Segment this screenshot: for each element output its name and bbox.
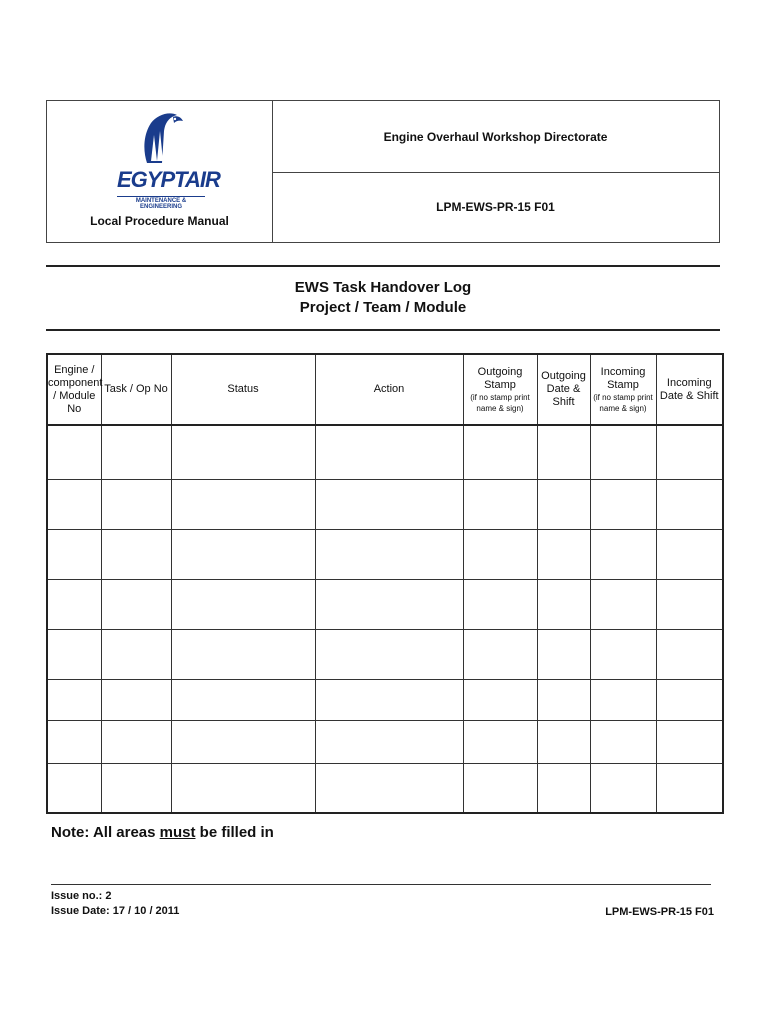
table-cell[interactable] bbox=[656, 479, 723, 529]
issue-number: Issue no.: 2 bbox=[51, 890, 112, 902]
table-cell[interactable] bbox=[590, 479, 656, 529]
table-cell[interactable] bbox=[537, 764, 590, 813]
table-cell[interactable] bbox=[590, 680, 656, 721]
footer-doc-code: LPM-EWS-PR-15 F01 bbox=[605, 906, 714, 918]
table-cell[interactable] bbox=[537, 721, 590, 764]
table-header-row bbox=[47, 354, 723, 425]
table-cell[interactable] bbox=[463, 579, 537, 629]
logo-cell bbox=[47, 101, 273, 242]
table-cell[interactable] bbox=[101, 630, 171, 680]
doc-code-label: LPM-EWS-PR-15 F01 bbox=[436, 200, 555, 214]
document-header bbox=[46, 100, 720, 243]
issue-date: Issue Date: 17 / 10 / 2011 bbox=[51, 905, 180, 917]
column-header-6 bbox=[537, 354, 590, 425]
table-cell[interactable] bbox=[171, 764, 315, 813]
column-header-note: (if no stamp print name & sign) bbox=[470, 392, 530, 413]
table-cell[interactable] bbox=[463, 630, 537, 680]
doc-code-cell bbox=[272, 172, 719, 242]
table-cell[interactable] bbox=[315, 479, 463, 529]
table-cell[interactable] bbox=[656, 680, 723, 721]
table-cell[interactable] bbox=[656, 529, 723, 579]
table-cell[interactable] bbox=[315, 630, 463, 680]
table-cell[interactable] bbox=[171, 721, 315, 764]
table-row bbox=[47, 579, 723, 629]
table-row bbox=[47, 721, 723, 764]
table-row bbox=[47, 529, 723, 579]
table-cell[interactable] bbox=[315, 721, 463, 764]
column-header-4 bbox=[315, 354, 463, 425]
table-cell[interactable] bbox=[171, 479, 315, 529]
handover-log-table bbox=[46, 353, 724, 814]
column-header-8 bbox=[656, 354, 723, 425]
form-title: EWS Task Handover Log bbox=[294, 279, 472, 296]
table-cell[interactable] bbox=[537, 529, 590, 579]
title-bottom-rule bbox=[46, 329, 720, 331]
table-row bbox=[47, 630, 723, 680]
table-cell[interactable] bbox=[47, 579, 101, 629]
table-cell[interactable] bbox=[537, 425, 590, 479]
table-cell[interactable] bbox=[463, 479, 537, 529]
table-cell[interactable] bbox=[590, 425, 656, 479]
table-cell[interactable] bbox=[101, 579, 171, 629]
table-cell[interactable] bbox=[315, 764, 463, 813]
table-cell[interactable] bbox=[590, 630, 656, 680]
note-emphasis: must bbox=[159, 824, 196, 841]
table-cell[interactable] bbox=[47, 680, 101, 721]
table-cell[interactable] bbox=[47, 630, 101, 680]
table-cell[interactable] bbox=[537, 630, 590, 680]
table-cell[interactable] bbox=[171, 630, 315, 680]
footer-rule bbox=[51, 884, 711, 885]
column-header-label: Incoming Stamp bbox=[600, 365, 646, 391]
column-header-2 bbox=[101, 354, 171, 425]
directorate-cell bbox=[272, 101, 719, 173]
table-cell[interactable] bbox=[463, 425, 537, 479]
column-header-label: Outgoing Date & Shift bbox=[541, 370, 586, 408]
note-suffix: be filled in bbox=[195, 824, 274, 841]
table-row bbox=[47, 425, 723, 479]
table-cell[interactable] bbox=[590, 579, 656, 629]
table-row bbox=[47, 764, 723, 813]
logo-wordmark: EGYPTAIR bbox=[117, 167, 220, 192]
table-cell[interactable] bbox=[656, 579, 723, 629]
table-cell[interactable] bbox=[171, 425, 315, 479]
column-header-1 bbox=[47, 354, 101, 425]
table-cell[interactable] bbox=[101, 479, 171, 529]
table-cell[interactable] bbox=[656, 721, 723, 764]
table-cell[interactable] bbox=[101, 764, 171, 813]
table-cell[interactable] bbox=[656, 425, 723, 479]
column-header-label: Task / Op No bbox=[104, 383, 168, 395]
table-cell[interactable] bbox=[463, 721, 537, 764]
form-subtitle: Project / Team / Module bbox=[299, 299, 467, 316]
column-header-label: Outgoing Stamp bbox=[477, 365, 523, 391]
table-cell[interactable] bbox=[101, 425, 171, 479]
table-cell[interactable] bbox=[590, 721, 656, 764]
table-cell[interactable] bbox=[101, 529, 171, 579]
table-cell[interactable] bbox=[47, 764, 101, 813]
table-cell[interactable] bbox=[463, 764, 537, 813]
column-header-label: Status bbox=[227, 383, 259, 395]
egyptair-falcon-logo-icon bbox=[117, 111, 207, 167]
note-prefix: Note: All areas bbox=[51, 824, 160, 841]
table-cell[interactable] bbox=[537, 479, 590, 529]
table-cell[interactable] bbox=[656, 630, 723, 680]
table-cell[interactable] bbox=[171, 680, 315, 721]
table-cell[interactable] bbox=[171, 579, 315, 629]
table-cell[interactable] bbox=[315, 680, 463, 721]
column-header-7 bbox=[590, 354, 656, 425]
table-cell[interactable] bbox=[463, 680, 537, 721]
table-cell[interactable] bbox=[315, 425, 463, 479]
table-body bbox=[47, 425, 723, 813]
table-cell[interactable] bbox=[101, 680, 171, 721]
table-cell[interactable] bbox=[315, 529, 463, 579]
table-row bbox=[47, 680, 723, 721]
table-cell[interactable] bbox=[463, 529, 537, 579]
column-header-label: Action bbox=[373, 383, 405, 395]
note-text bbox=[51, 824, 274, 841]
table-cell[interactable] bbox=[47, 425, 101, 479]
table-cell[interactable] bbox=[537, 579, 590, 629]
table-cell[interactable] bbox=[590, 529, 656, 579]
table-cell[interactable] bbox=[47, 721, 101, 764]
table-cell[interactable] bbox=[656, 764, 723, 813]
directorate-label: Engine Overhaul Workshop Directorate bbox=[383, 129, 608, 144]
column-header-note: (if no stamp print name & sign) bbox=[593, 392, 653, 413]
table-cell[interactable] bbox=[590, 764, 656, 813]
table-cell[interactable] bbox=[171, 529, 315, 579]
column-header-label: Incoming Date & Shift bbox=[659, 376, 719, 402]
table-cell[interactable] bbox=[101, 721, 171, 764]
table-cell[interactable] bbox=[47, 479, 101, 529]
table-cell[interactable] bbox=[47, 529, 101, 579]
logo-subtitle: MAINTENANCE & ENGINEERING bbox=[117, 196, 205, 210]
table-row bbox=[47, 479, 723, 529]
column-header-3 bbox=[171, 354, 315, 425]
column-header-5 bbox=[463, 354, 537, 425]
title-top-rule bbox=[46, 265, 720, 267]
column-header-label: Engine / component / Module No bbox=[48, 363, 103, 415]
table-cell[interactable] bbox=[315, 579, 463, 629]
table-cell[interactable] bbox=[537, 680, 590, 721]
footer-issue-info bbox=[51, 889, 179, 919]
manual-label: Local Procedure Manual bbox=[90, 214, 229, 228]
